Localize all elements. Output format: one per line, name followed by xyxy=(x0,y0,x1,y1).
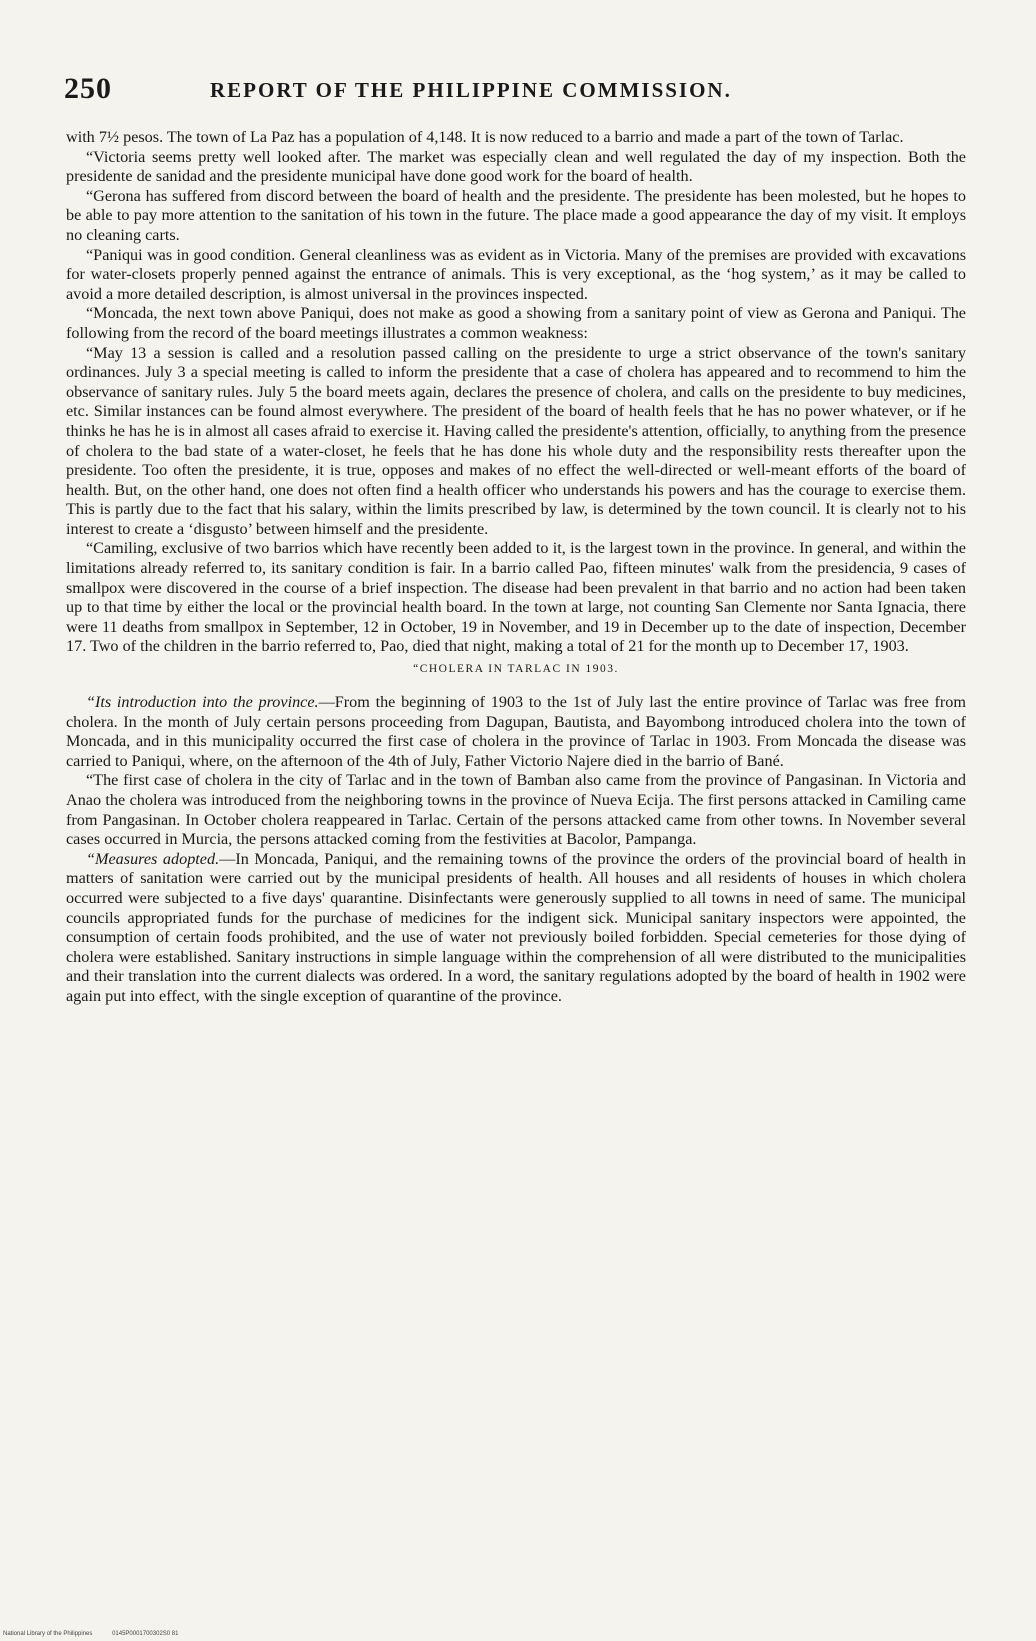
paragraph-lead: “Its introduction into the province. xyxy=(86,693,319,712)
body-paragraph: “Gerona has suffered from discord between the board of health and the presidente. The presidente has been molested, but he hopes to be able to pay more attention to the sanitation of his town in the future. The place made a good appearance the day of my visit. It employs no cleaning carts. xyxy=(66,186,966,244)
body-paragraph: “Paniqui was in good condition. General cleanliness was as evident as in Victoria. Many of the premises are provided with excavations for water-closets properly penned against the entrance of animals. This is very exceptional, as the ‘hog system,’ as it may be called to avoid a more detailed description, is almost universal in the provinces inspected. xyxy=(66,245,966,303)
body-paragraph: “Victoria seems pretty well looked after. The market was especially clean and well regulated the day of my inspection. Both the presidente de sanidad and the presidente municipal have done good work for the board of health. xyxy=(66,147,966,186)
paragraph-text: —In Moncada, Paniqui, and the remaining towns of the province the orders of the provincial board of health in matters of sanitation were carried out by the municipal presidents of health. All houses and all residents of houses in which cholera occurred were subjected to a five days' quarantine. Disinfectants were generously supplied to all towns in need of same. The municipal councils appropriated funds for the purchase of medicines for the indigent sick. Municipal sanitary inspectors were appointed, the consumption of certain foods prohibited, and the use of water not previously boiled forbidden. Special cemeteries for those dying of cholera were established. Sanitary instructions in simple language within the comprehension of all were distributed to the municipalities and their translation into the current dialects was ordered. In a word, the sanitary regulations adopted by the board of health in 1902 were again put into effect, with the single exception of quarantine of the province. xyxy=(66,849,966,1005)
footer-code: 0145P0001700302S0 81 xyxy=(112,1631,179,1637)
paragraph-lead: “Measures adopted. xyxy=(86,849,220,868)
page-header xyxy=(64,72,964,112)
paragraph-text: “The first case of cholera in the city of Tarlac and in the town of Bamban also came from the province of Pangasinan. In Victoria and Anao the cholera was introduced from the neighboring towns in the province of Nueva Ecija. The first persons attacked in Camiling came from Pangasinan. In October cholera reappeared in Tarlac. Certain of the persons attacked came from other towns. In November several cases occurred in Murcia, the persons attacked coming from the festivities at Bacolor, Pampanga. xyxy=(66,771,966,849)
body-paragraph: with 7½ pesos. The town of La Paz has a population of 4,148. It is now reduced to a barrio and made a part of the town of Tarlac. xyxy=(66,128,904,146)
section-paragraph xyxy=(66,771,966,849)
section-paragraph xyxy=(66,693,966,771)
page-body xyxy=(66,128,966,1007)
body-paragraph: “Camiling, exclusive of two barrios which have recently been added to it, is the largest town in the province. In general, and within the limitations already referred to, its sanitary condition is fair. In a barrio called Pao, fifteen minutes' walk from the presidencia, 9 cases of smallpox were discovered in the course of a brief inspection. The disease had been prevalent in that barrio and no action had been taken up to that time by either the local or the provincial health board. In the town at large, not counting San Clemente nor Santa Ignacia, there were 11 deaths from smallpox in September, 12 in October, 19 in November, and 19 in December up to the date of inspection, December 17. Two of the children in the barrio referred to, Pao, died that night, making a total of 21 for the month up to December 17, 1903. xyxy=(66,539,966,656)
footer-library: National Library of the Philippines xyxy=(3,1631,93,1637)
section-heading: “CHOLERA IN TARLAC IN 1903. xyxy=(413,663,619,676)
page-number: 250 xyxy=(64,72,112,105)
running-head: REPORT OF THE PHILIPPINE COMMISSION. xyxy=(210,78,732,102)
body-paragraph: “Moncada, the next town above Paniqui, does not make as good a showing from a sanitary point of view as Gerona and Paniqui. The following from the record of the board meetings illustrates a common weakness: xyxy=(66,304,966,342)
scan-footer xyxy=(3,1631,196,1637)
section-paragraph xyxy=(66,850,966,1007)
body-paragraph: “May 13 a session is called and a resolution passed calling on the presidente to urge a strict observance of the town's sanitary ordinances. July 3 a special meeting is called to inform the presidente that a case of cholera has appeared and to recommend to him the observance of sanitary rules. July 5 the board meets again, declares the presence of cholera, and calls on the presidente to buy medicines, etc. Similar instances can be found almost everywhere. The president of the board of health feels that he has no power whatever, or if he thinks he has he is in almost all cases afraid to exercise it. Having called the presidente's attention, officially, to anything from the presence of cholera to the bad state of a water-closet, he feels that he has done his whole duty and the responsibility rests thereafter upon the presidente. Too often the presidente, it is true, opposes and makes of no effect the well-directed or well-meant efforts of the board of health. But, on the other hand, one does not often find a health officer who understands his powers and has the courage to exercise them. This is partly due to the fact that his salary, within the limits prescribed by law, is determined by the town council. It is clearly not to his interest to create a ‘disgusto’ between himself and the presidente. xyxy=(66,343,966,538)
paragraph-text: —From the beginning of 1903 to the 1st of July last the entire province of Tarlac was free from cholera. In the month of July certain persons proceeding from Dagupan, Bautista, and Bayombong introduced cholera into the town of Moncada, and in this municipality occurred the first case of cholera in the province of Tarlac in 1903. From Moncada the disease was carried to Paniqui, where, on the afternoon of the 4th of July, Father Victorio Najere died in the barrio of Bané. xyxy=(66,693,966,770)
